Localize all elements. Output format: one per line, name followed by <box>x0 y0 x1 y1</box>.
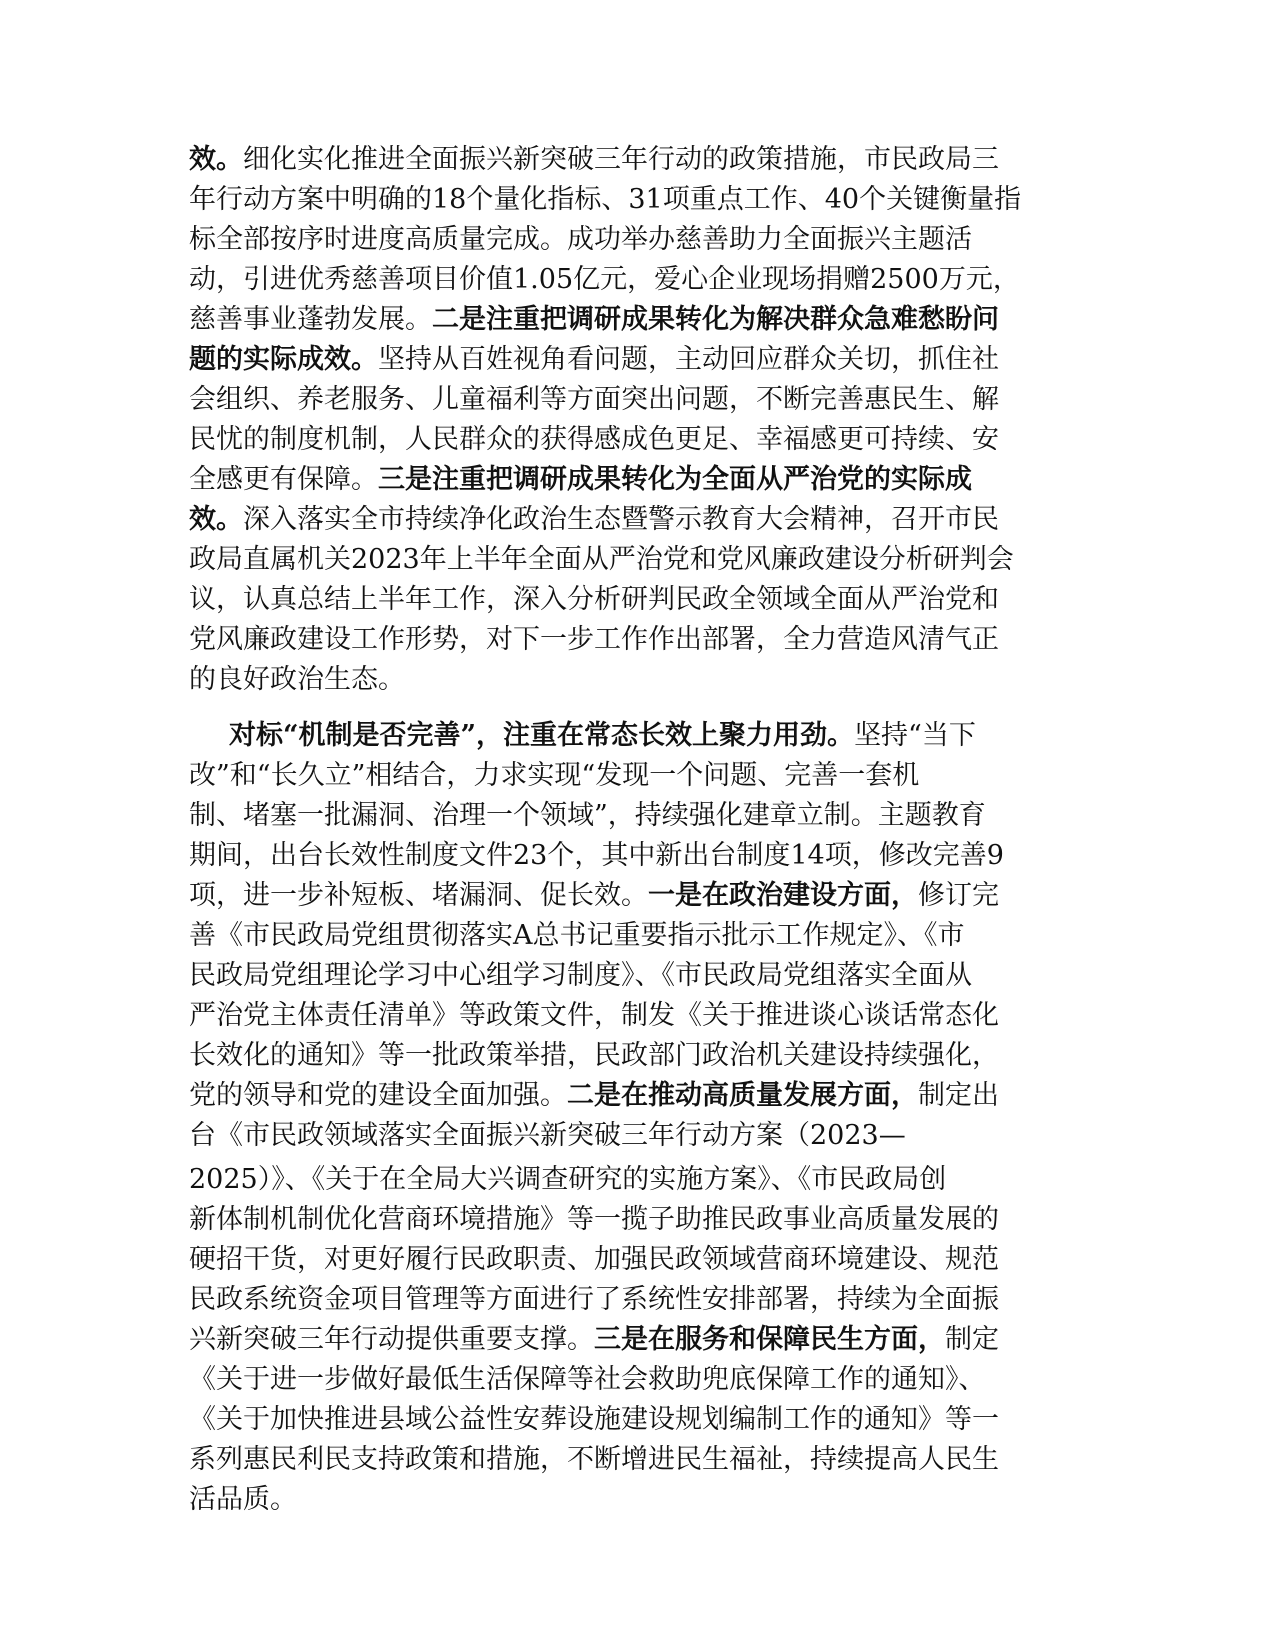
paragraph-2-line-6 <box>189 916 965 956</box>
text-fragment: 系列惠民利民支持政策和措施，不断增进民生福祉，持续提高人民生 <box>189 1444 999 1475</box>
bold-heading-fragment: 三是注重把调研成果转化为全面从严治党的实际成 <box>378 464 972 495</box>
bold-heading-fragment: 三是在服务和保障民生方面， <box>594 1324 945 1355</box>
text-fragment: 项，进一步补短板、堵漏洞、促长效。 <box>189 880 648 911</box>
text-fragment: 活品质。 <box>189 1484 297 1515</box>
paragraph-2-line-8 <box>189 996 999 1036</box>
text-fragment: 长效化的通知》等一批政策举措，民政部门政治机关建设持续强化， <box>189 1040 999 1071</box>
paragraph-2-line-11 <box>189 1116 906 1156</box>
paragraph-2-line-10 <box>189 1076 999 1116</box>
text-fragment: 党风廉政建设工作形势，对下一步工作作出部署，全力营造风清气正 <box>189 624 999 655</box>
paragraph-2-line-7 <box>189 956 972 996</box>
text-fragment: 制定 <box>945 1324 999 1355</box>
paragraph-2-line-19 <box>189 1440 999 1480</box>
text-fragment: 动，引进优秀慈善项目价值1.05亿元，爱心企业现场捐赠2500万元， <box>189 264 1020 295</box>
text-fragment: 坚持“当下 <box>854 720 976 751</box>
text-fragment: 民政系统资金项目管理等方面进行了系统性安排部署，持续为全面振 <box>189 1284 999 1315</box>
bold-heading-fragment: 效。 <box>189 504 243 535</box>
paragraph-2-line-2 <box>189 756 919 796</box>
paragraph-1-line-8 <box>189 420 999 460</box>
paragraph-1-line-3 <box>189 220 972 260</box>
text-fragment: 全感更有保障。 <box>189 464 378 495</box>
text-fragment: 民政局党组理论学习中心组学习制度》、《市民政局党组落实全面从 <box>189 960 972 991</box>
paragraph-1-line-9 <box>189 460 972 500</box>
paragraph-1-line-11 <box>189 540 1014 580</box>
paragraph-2-line-13 <box>189 1200 999 1240</box>
text-fragment: 民忧的制度机制，人民群众的获得感成色更足、幸福感更可持续、安 <box>189 424 999 455</box>
bold-heading-fragment: 题的实际成效。 <box>189 344 378 375</box>
text-fragment: 年行动方案中明确的18个量化指标、31项重点工作、40个关键衡量指 <box>189 184 1022 215</box>
paragraph-2-line-20 <box>189 1480 297 1520</box>
text-fragment: 议，认真总结上半年工作，深入分析研判民政全领域全面从严治党和 <box>189 584 999 615</box>
paragraph-2-line-9 <box>189 1036 999 1076</box>
paragraph-2-line-12 <box>189 1160 946 1200</box>
paragraph-1-line-13 <box>189 620 999 660</box>
paragraph-2-line-17 <box>189 1360 986 1400</box>
text-fragment: 细化实化推进全面振兴新突破三年行动的政策措施，市民政局三 <box>243 144 999 175</box>
text-fragment: 新体制机制优化营商环境措施》等一揽子助推民政事业高质量发展的 <box>189 1204 999 1235</box>
text-fragment: 期间，出台长效性制度文件23个，其中新出台制度14项，修改完善9 <box>189 840 1004 871</box>
paragraph-1-line-12 <box>189 580 999 620</box>
text-fragment: 硬招干货，对更好履行民政职责、加强民政领域营商环境建设、规范 <box>189 1244 999 1275</box>
paragraph-2-line-4 <box>189 836 1004 876</box>
paragraph-1-line-6 <box>189 340 999 380</box>
paragraph-2-line-15 <box>189 1280 999 1320</box>
paragraph-2-line-14 <box>189 1240 999 1280</box>
text-fragment: 制、堵塞一批漏洞、治理一个领域”，持续强化建章立制。主题教育 <box>189 800 986 831</box>
paragraph-1-line-4 <box>189 260 1020 300</box>
text-fragment: 改”和“长久立”相结合，力求实现“发现一个问题、完善一套机 <box>189 760 920 791</box>
paragraph-1-line-14 <box>189 660 405 700</box>
bold-heading-fragment: 一是在政治建设方面， <box>648 880 918 911</box>
text-fragment: 的良好政治生态。 <box>189 664 405 695</box>
text-fragment: 2025）》、《关于在全局大兴调查研究的实施方案》、《市民政局创 <box>189 1164 947 1195</box>
text-fragment: 深入落实全市持续净化政治生态暨警示教育大会精神，召开市民 <box>243 504 999 535</box>
paragraph-1-line-5 <box>189 300 999 340</box>
text-fragment: 慈善事业蓬勃发展。 <box>189 304 432 335</box>
paragraph-1-line-2 <box>189 180 1021 220</box>
paragraph-1-line-10 <box>189 500 999 540</box>
text-fragment: 标全部按序时进度高质量完成。成功举办慈善助力全面振兴主题活 <box>189 224 972 255</box>
bold-heading-fragment: 对标“机制是否完善”，注重在常态长效上聚力用劲。 <box>229 720 855 751</box>
paragraph-2-line-3 <box>189 796 986 836</box>
paragraph-2-line-1 <box>229 716 976 756</box>
text-fragment: 制定出 <box>918 1080 999 1111</box>
paragraph-1-line-1 <box>189 140 999 180</box>
text-fragment: 会组织、养老服务、儿童福利等方面突出问题，不断完善惠民生、解 <box>189 384 999 415</box>
bold-heading-fragment: 二是注重把调研成果转化为解决群众急难愁盼问 <box>432 304 999 335</box>
text-fragment: 坚持从百姓视角看问题，主动回应群众关切，抓住社 <box>378 344 999 375</box>
text-fragment: 善《市民政局党组贯彻落实A总书记重要指示批示工作规定》、《市 <box>189 920 965 951</box>
bold-heading-fragment: 二是在推动高质量发展方面， <box>567 1080 918 1111</box>
paragraph-1-line-7 <box>189 380 999 420</box>
text-fragment: 政局直属机关2023年上半年全面从严治党和党风廉政建设分析研判会 <box>189 544 1014 575</box>
paragraph-2-line-5 <box>189 876 999 916</box>
text-fragment: 台《市民政领域落实全面振兴新突破三年行动方案（2023— <box>189 1120 906 1151</box>
paragraph-2-line-16 <box>189 1320 999 1360</box>
bold-heading-fragment: 效。 <box>189 144 243 175</box>
text-fragment: 兴新突破三年行动提供重要支撑。 <box>189 1324 594 1355</box>
text-fragment: 《关于进一步做好最低生活保障等社会救助兜底保障工作的通知》、 <box>189 1364 986 1395</box>
text-fragment: 修订完 <box>918 880 999 911</box>
text-fragment: 《关于加快推进县域公益性安葬设施建设规划编制工作的通知》等一 <box>189 1404 999 1435</box>
text-fragment: 严治党主体责任清单》等政策文件，制发《关于推进谈心谈话常态化 <box>189 1000 999 1031</box>
paragraph-2-line-18 <box>189 1400 999 1440</box>
text-fragment: 党的领导和党的建设全面加强。 <box>189 1080 567 1111</box>
